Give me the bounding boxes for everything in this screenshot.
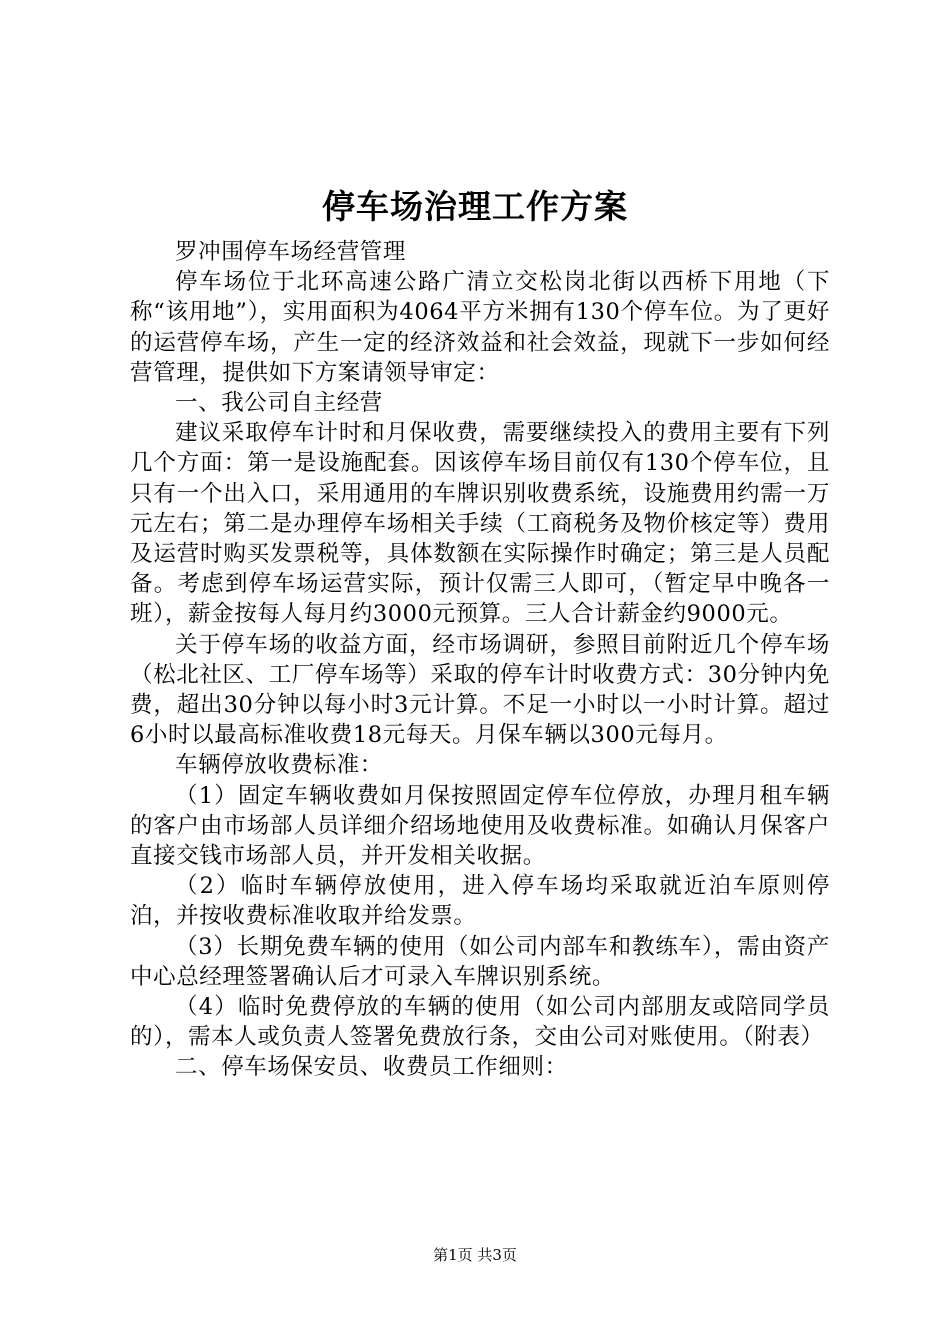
paragraph-revenue: 关于停车场的收益方面，经市场调研，参照目前附近几个停车场（松北社区、工厂停车场等）采取的停车计时收费方式：30分钟内免费，超出30分钟以每小时3元计算。不足一小时以一小时计算。超过6小时以最高标准收费18元每天。月保车辆以300元每月。 xyxy=(130,631,830,749)
fee-rule-2: （2）临时车辆停放使用，进入停车场均采取就近泊车原则停泊，并按收费标准收取并给发票。 xyxy=(130,873,830,930)
section-heading-2: 二、停车场保安员、收费员工作细则： xyxy=(175,1054,568,1081)
section-heading-1: 一、我公司自主经营 xyxy=(175,390,383,417)
paragraph-subtitle: 罗冲围停车场经营管理 xyxy=(175,239,407,265)
fee-rule-4: （4）临时免费停放的车辆的使用（如公司内部朋友或陪同学员的），需本人或负责人签署免费放行条，交由公司对账使用。（附表） xyxy=(130,994,830,1051)
page-footer: 第1页 共3页 xyxy=(433,1246,517,1264)
fee-rule-3: （3）长期免费车辆的使用（如公司内部车和教练车），需由资产中心总经理签署确认后才可录入车牌识别系统。 xyxy=(130,933,830,990)
paragraph-costs: 建议采取停车计时和月保收费，需要继续投入的费用主要有下列几个方面：第一是设施配套。因该停车场目前仅有130个停车位，且只有一个出入口，采用通用的车牌识别收费系统，设施费用约需一万元左右；第二是办理停车场相关手续（工商税务及物价核定等）费用及运营时购买发票税等，具体数额在实际操作时确定；第三是人员配备。考虑到停车场运营实际，预计仅需三人即可，（暂定早中晚各一班），薪金按每人每月约3000元预算。三人合计薪金约9000元。 xyxy=(130,420,830,628)
fee-standard-heading: 车辆停放收费标准： xyxy=(175,752,383,779)
fee-rule-1: （1）固定车辆收费如月保按照固定停车位停放，办理月租车辆的客户由市场部人员详细介绍场地使用及收费标准。如确认月保客户直接交钱市场部人员，并开发相关收据。 xyxy=(130,782,830,870)
document-title: 停车场治理工作方案 xyxy=(322,187,628,226)
document-body xyxy=(130,237,830,1083)
paragraph-location: 停车场位于北环高速公路广清立交松岗北街以西桥下用地（下称“该用地”），实用面积为4064平方米拥有130个停车位。为了更好的运营停车场，产生一定的经济效益和社会效益，现就下一步如何经营管理，提供如下方案请领导审定： xyxy=(130,269,830,386)
